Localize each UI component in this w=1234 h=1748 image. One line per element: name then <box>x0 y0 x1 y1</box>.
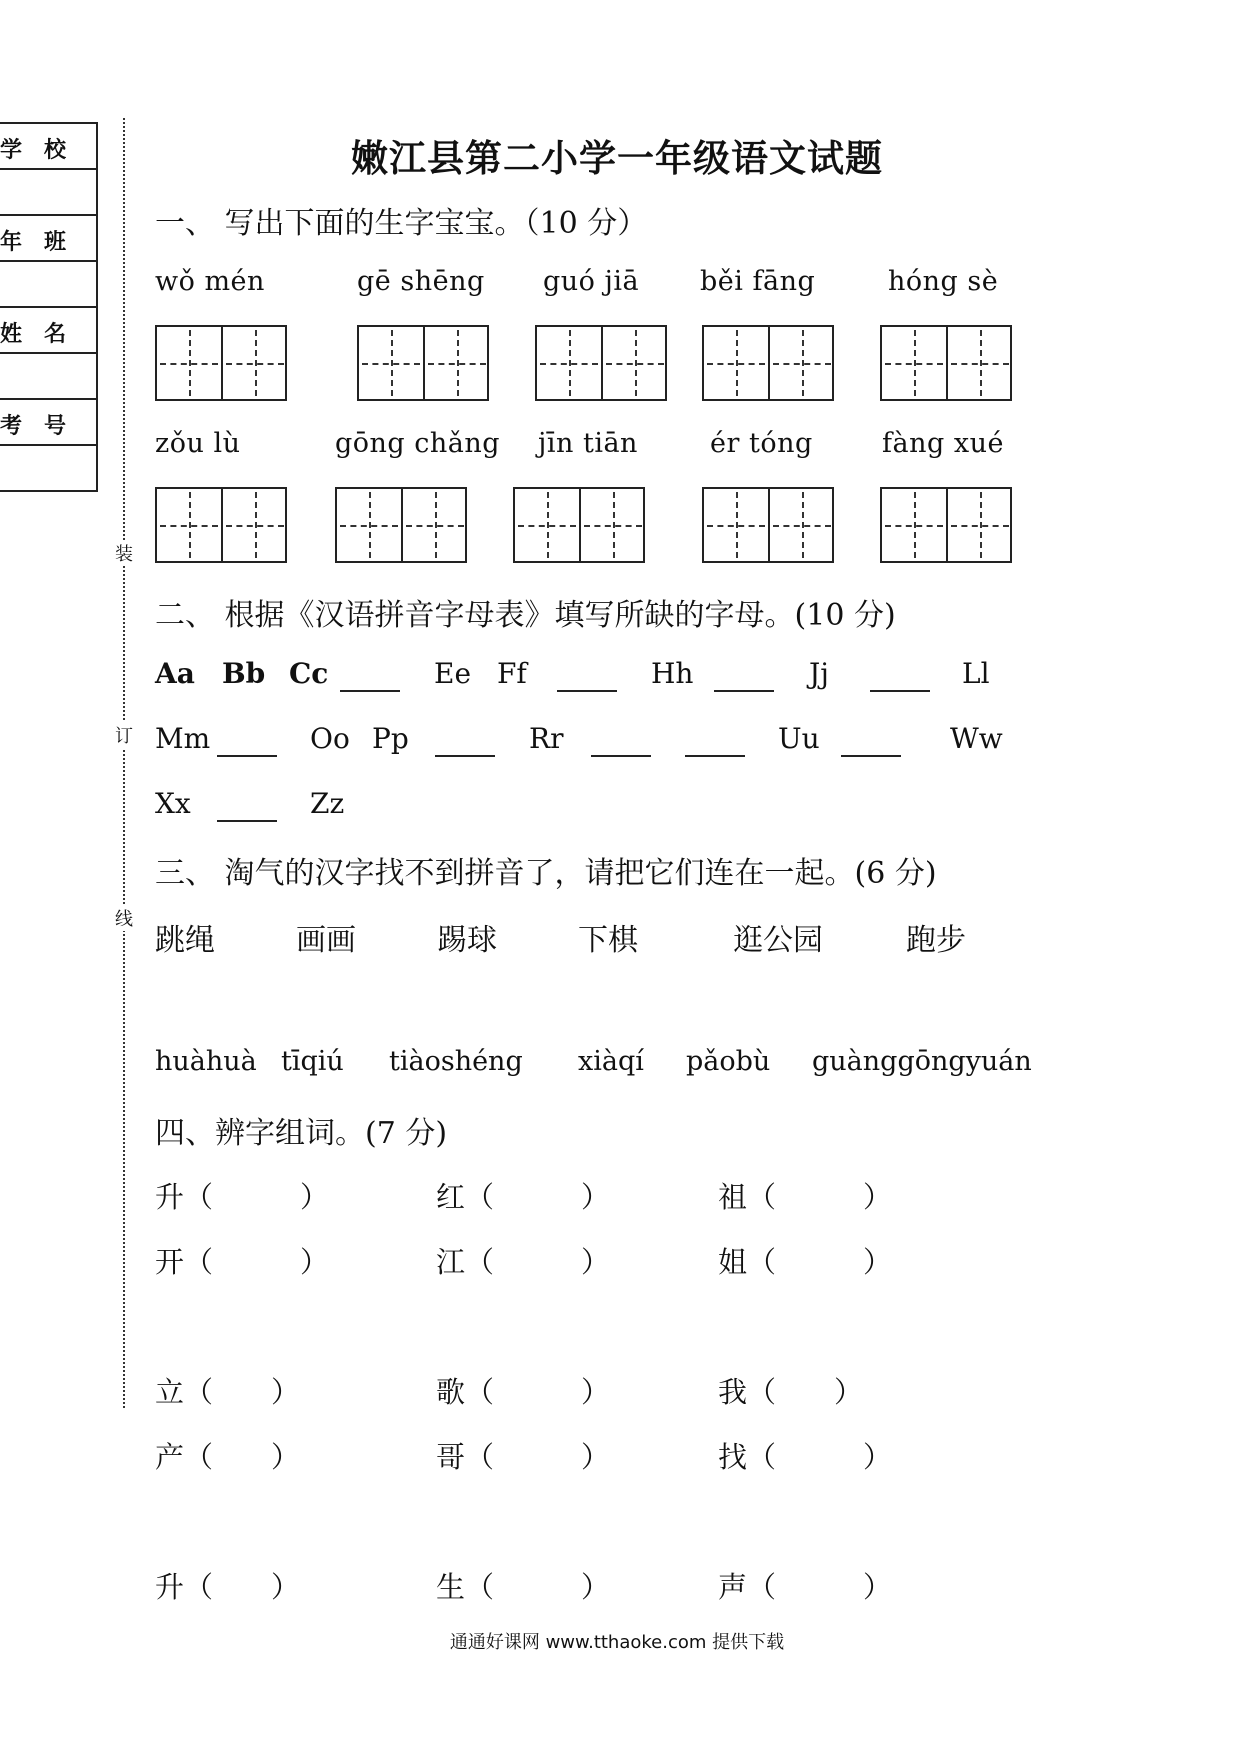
info-label-class: 年 班 <box>0 216 98 262</box>
section2-heading: 二、 根据《汉语拼音字母表》填写所缺的字母。(10 分) <box>155 598 896 633</box>
pinyin-word[interactable]: tīqiú <box>281 1046 344 1077</box>
alphabet-letter: Bb <box>222 657 266 690</box>
letter-blank[interactable] <box>714 660 774 692</box>
letter-blank[interactable] <box>435 725 495 757</box>
writing-grid[interactable] <box>702 325 834 401</box>
info-label-name: 姓 名 <box>0 308 98 354</box>
pinyin-label: gē shēng <box>357 266 485 297</box>
writing-grid[interactable] <box>880 325 1012 401</box>
word-group-item[interactable]: 立（ ） <box>155 1375 301 1409</box>
pinyin-word[interactable]: tiàoshéng <box>389 1046 523 1077</box>
hanzi-word[interactable]: 跑步 <box>906 923 966 958</box>
alphabet-letter: Mm <box>155 722 211 755</box>
pinyin-label: jīn tiān <box>538 428 638 459</box>
alphabet-letter: Ff <box>497 657 527 690</box>
letter-blank[interactable] <box>591 725 651 757</box>
word-group-item[interactable]: 产（ ） <box>155 1440 301 1474</box>
alphabet-letter: Hh <box>651 657 694 690</box>
letter-blank[interactable] <box>217 725 277 757</box>
info-blank-name[interactable] <box>0 354 98 400</box>
alphabet-letter: Xx <box>155 787 191 820</box>
alphabet-letter: Jj <box>809 657 829 690</box>
letter-blank[interactable] <box>685 725 745 757</box>
hanzi-word[interactable]: 踢球 <box>437 923 497 958</box>
word-group-item[interactable]: 江（ ） <box>436 1245 611 1279</box>
pinyin-word[interactable]: xiàqí <box>578 1046 644 1077</box>
alphabet-letter: Uu <box>778 722 820 755</box>
alphabet-letter: Aa <box>155 657 195 690</box>
word-group-item[interactable]: 我（ ） <box>718 1375 864 1409</box>
writing-grid[interactable] <box>880 487 1012 563</box>
pinyin-label: zǒu lù <box>155 428 241 459</box>
word-group-item[interactable]: 歌（ ） <box>436 1375 611 1409</box>
binding-dotted-line <box>123 118 125 1408</box>
info-blank-class[interactable] <box>0 262 98 308</box>
word-group-item[interactable]: 声（ ） <box>718 1570 893 1604</box>
info-blank-number[interactable] <box>0 446 98 492</box>
alphabet-letter: Ll <box>962 657 990 690</box>
word-group-item[interactable]: 祖（ ） <box>718 1180 893 1214</box>
pinyin-label: ér tóng <box>710 428 813 459</box>
pinyin-label: hóng sè <box>888 266 999 297</box>
writing-grid[interactable] <box>335 487 467 563</box>
info-label-number: 考 号 <box>0 400 98 446</box>
pinyin-label: fàng xué <box>882 428 1004 459</box>
pinyin-label: běi fāng <box>700 266 816 297</box>
writing-grid[interactable] <box>513 487 645 563</box>
alphabet-letter: Ee <box>434 657 472 690</box>
hanzi-word[interactable]: 逛公园 <box>733 923 823 958</box>
word-group-item[interactable]: 红（ ） <box>436 1180 611 1214</box>
pinyin-label: wǒ mén <box>155 266 265 297</box>
word-group-item[interactable]: 开（ ） <box>155 1245 330 1279</box>
word-group-item[interactable]: 升（ ） <box>155 1570 301 1604</box>
alphabet-letter: Rr <box>529 722 564 755</box>
alphabet-letter: Zz <box>310 787 345 820</box>
writing-grid[interactable] <box>357 325 489 401</box>
hanzi-word[interactable]: 画画 <box>296 923 356 958</box>
hanzi-word[interactable]: 跳绳 <box>155 923 215 958</box>
page-footer: 通通好课网 www.tthaoke.com 提供下载 <box>449 1632 785 1653</box>
pinyin-label: guó jiā <box>543 266 640 297</box>
pinyin-label: gōng chǎng <box>335 428 501 459</box>
letter-blank[interactable] <box>217 790 277 822</box>
writing-grid[interactable] <box>702 487 834 563</box>
alphabet-letter: Oo <box>310 722 350 755</box>
word-group-item[interactable]: 升（ ） <box>155 1180 330 1214</box>
binding-char-zhuang: 装 <box>115 540 133 566</box>
letter-blank[interactable] <box>557 660 617 692</box>
section4-heading: 四、辨字组词。(7 分) <box>155 1116 448 1151</box>
section1-heading: 一、 写出下面的生字宝宝。（10 分） <box>155 206 648 241</box>
writing-grid[interactable] <box>155 325 287 401</box>
pinyin-word[interactable]: pǎobù <box>686 1046 771 1077</box>
alphabet-letter: Pp <box>372 722 409 755</box>
binding-char-ding: 订 <box>115 722 133 748</box>
letter-blank[interactable] <box>841 725 901 757</box>
word-group-item[interactable]: 哥（ ） <box>436 1440 611 1474</box>
writing-grid[interactable] <box>535 325 667 401</box>
pinyin-word[interactable]: guànggōngyuán <box>812 1046 1032 1077</box>
word-group-item[interactable]: 生（ ） <box>436 1570 611 1604</box>
word-group-item[interactable]: 找（ ） <box>718 1440 893 1474</box>
section3-heading: 三、 淘气的汉字找不到拼音了，请把它们连在一起。(6 分) <box>155 856 937 891</box>
alphabet-letter: Cc <box>289 657 329 690</box>
info-label-school: 学 校 <box>0 124 98 170</box>
binding-char-xian: 线 <box>115 905 133 931</box>
writing-grid[interactable] <box>155 487 287 563</box>
page-title: 嫩江县第二小学一年级语文试题 <box>351 136 883 180</box>
pinyin-word[interactable]: huàhuà <box>155 1046 257 1077</box>
letter-blank[interactable] <box>870 660 930 692</box>
letter-blank[interactable] <box>340 660 400 692</box>
alphabet-letter: Ww <box>950 722 1003 755</box>
hanzi-word[interactable]: 下棋 <box>578 923 638 958</box>
word-group-item[interactable]: 姐（ ） <box>718 1245 893 1279</box>
